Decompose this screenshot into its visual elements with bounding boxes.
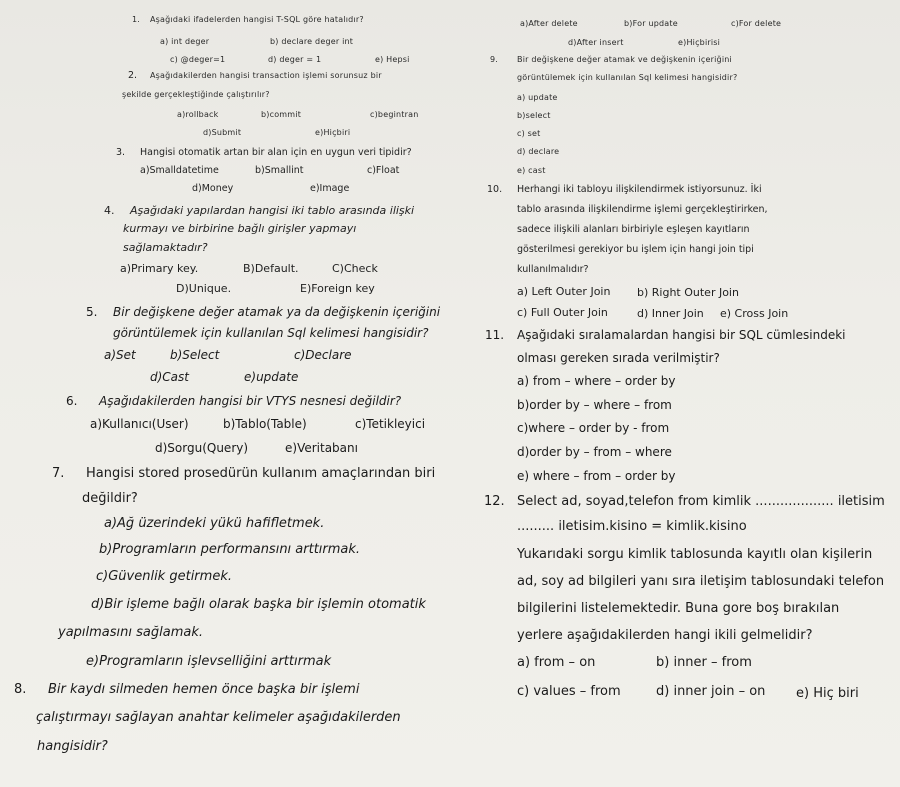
q4-number: 4. (104, 204, 115, 217)
q7-option-e: e)Programların işlevselliğini arttırmak (86, 654, 332, 669)
q8-option-a: a)After delete (520, 19, 578, 28)
q7-option-a: a)Ağ üzerindeki yükü hafifletmek. (104, 516, 325, 531)
q1-option-e: e) Hepsi (375, 55, 410, 64)
q7-option-b: b)Programların performansını arttırmak. (99, 542, 361, 557)
q12-number: 12. (484, 494, 505, 509)
q11-line1: Aşağıdaki sıralamalardan hangisi bir SQL cümlesindeki (517, 328, 846, 342)
q10-option-a: a) Left Outer Join (517, 285, 611, 298)
q5-option-b: b)Select (170, 348, 220, 362)
q9-option-c: c) set (517, 129, 541, 138)
q4-line2: kurmayı ve birbirine bağlı girişler yapmayı (123, 222, 357, 235)
q10-option-e: e) Cross Join (720, 307, 789, 320)
q3-number: 3. (116, 147, 126, 158)
q9-option-d: d) declare (517, 147, 560, 156)
q9-option-b: b)select (517, 111, 551, 120)
q8-option-c: c)For delete (731, 19, 782, 28)
q2-option-c: c)begintran (370, 110, 419, 119)
q12-line4: ad, soy ad bilgileri yanı sıra iletişim tablosundaki telefon (517, 574, 885, 589)
q12-line2: ......... iletisim.kisino = kimlik.kisino (517, 519, 747, 534)
q2-line2: şekilde gerçekleştiğinde çalıştırılır? (122, 90, 270, 99)
q5-option-e: e)update (244, 370, 299, 384)
q12-line3: Yukarıdaki sorgu kimlik tablosunda kayıtlı olan kişilerin (517, 547, 873, 562)
q1-option-a: a) int deger (160, 37, 210, 46)
q10-line4: gösterilmesi gerekiyor bu işlem için hangi join tipi (517, 244, 754, 255)
q3-option-c: c)Float (367, 165, 400, 176)
q9-option-e: e) cast (517, 166, 546, 175)
q8-number: 8. (14, 682, 27, 697)
q7-number: 7. (52, 466, 65, 481)
q11-line2: olması gereken sırada verilmiştir? (517, 351, 720, 365)
q12-option-a: a) from – on (517, 655, 596, 670)
q6-option-e: e)Veritabanı (285, 441, 358, 455)
q4-option-c: C)Check (332, 262, 378, 275)
q9-line2: görüntülemek için kullanılan Sql kelimesi hangisidir? (517, 73, 738, 82)
q12-line1: Select ad, soyad,telefon from kimlik ................... iletisim (517, 494, 885, 509)
q3-option-a: a)Smalldatetime (140, 165, 219, 176)
q2-option-b: b)commit (261, 110, 302, 119)
q11-number: 11. (485, 328, 505, 342)
q5-line2: görüntülemek için kullanılan Sql kelimesi hangisidir? (113, 326, 429, 340)
q6-text: Aşağıdakilerden hangisi bir VTYS nesnesi değildir? (99, 394, 402, 408)
q8-line3: hangisidir? (37, 739, 108, 754)
q2-line1: Aşağıdakilerden hangisi transaction işlemi sorunsuz bir (150, 71, 382, 80)
q7-option-c: c)Güvenlik getirmek. (96, 569, 232, 584)
q9-number: 9. (490, 55, 499, 64)
q9-line1: Bir değişkene değer atamak ve değişkenin içeriğini (517, 55, 732, 64)
q4-option-e: E)Foreign key (300, 282, 375, 295)
q7-option-d-line2: yapılmasını sağlamak. (58, 625, 203, 640)
q10-line1: Herhangi iki tabloyu ilişkilendirmek istiyorsunuz. İki (517, 184, 762, 195)
q8-option-b: b)For update (624, 19, 678, 28)
q7-line2: değildir? (82, 491, 138, 506)
q12-option-c: c) values – from (517, 684, 621, 699)
q5-option-c: c)Declare (294, 348, 352, 362)
q10-line5: kullanılmalıdır? (517, 264, 589, 275)
q10-option-b: b) Right Outer Join (637, 286, 739, 299)
q12-option-d: d) inner join – on (656, 684, 766, 699)
q9-option-a: a) update (517, 93, 558, 102)
q10-line2: tablo arasında ilişkilendirme işlemi gerçekleştirirken, (517, 204, 768, 215)
q4-line1: Aşağıdaki yapılardan hangisi iki tablo arasında ilişki (130, 204, 415, 217)
q11-option-d: d)order by – from – where (517, 445, 672, 459)
q2-option-a: a)rollback (177, 110, 219, 119)
q4-option-a: a)Primary key. (120, 262, 199, 275)
q8-line1: Bir kaydı silmeden hemen önce başka bir işlemi (48, 682, 360, 697)
q6-option-d: d)Sorgu(Query) (155, 441, 249, 455)
q1-option-d: d) deger = 1 (268, 55, 322, 64)
q5-number: 5. (86, 305, 98, 319)
q12-option-b: b) inner – from (656, 655, 752, 670)
q3-option-e: e)Image (310, 183, 350, 194)
q12-line6: yerlere aşağıdakilerden hangi ikili gelmelidir? (517, 628, 813, 643)
q8-line2: çalıştırmayı sağlayan anahtar kelimeler aşağıdakilerden (36, 710, 401, 725)
q1-option-b: b) declare deger int (270, 37, 354, 46)
q11-option-b: b)order by – where – from (517, 398, 672, 412)
q6-option-c: c)Tetikleyici (355, 417, 426, 431)
q5-option-d: d)Cast (150, 370, 189, 384)
q10-option-c: c) Full Outer Join (517, 306, 608, 319)
q1-option-c: c) @deger=1 (170, 55, 226, 64)
q1-number: 1. (132, 15, 141, 24)
q12-option-e: e) Hiç biri (796, 686, 859, 701)
q11-option-c: c)where – order by - from (517, 421, 670, 435)
q4-option-d: D)Unique. (176, 282, 232, 295)
q2-number: 2. (128, 70, 138, 81)
q6-number: 6. (66, 394, 78, 408)
q8-option-d: d)After insert (568, 38, 624, 47)
q3-option-d: d)Money (192, 183, 234, 194)
q2-option-e: e)Hiçbiri (315, 128, 351, 137)
q3-option-b: b)Smallint (255, 165, 304, 176)
q1-text: Aşağıdaki ifadelerden hangisi T-SQL göre hatalıdır? (150, 15, 364, 24)
q6-option-b: b)Tablo(Table) (223, 417, 307, 431)
q11-option-a: a) from – where – order by (517, 374, 676, 388)
q4-line3: sağlamaktadır? (123, 241, 208, 254)
q3-text: Hangisi otomatik artan bir alan için en uygun veri tipidir? (140, 147, 412, 158)
q11-option-e: e) where – from – order by (517, 469, 676, 483)
q10-option-d: d) Inner Join (637, 307, 704, 320)
q10-number: 10. (487, 184, 503, 195)
q10-line3: sadece ilişkili alanları birbiriyle eşleşen kayıtların (517, 224, 750, 235)
q7-line1: Hangisi stored prosedürün kullanım amaçlarından biri (86, 466, 436, 481)
q5-line1: Bir değişkene değer atamak ya da değişkenin içeriğini (113, 305, 441, 319)
q6-option-a: a)Kullanıcı(User) (90, 417, 189, 431)
q4-option-b: B)Default. (243, 262, 299, 275)
q2-option-d: d)Submit (203, 128, 242, 137)
q5-option-a: a)Set (104, 348, 136, 362)
q7-option-d-line1: d)Bir işleme bağlı olarak başka bir işlemin otomatik (91, 597, 426, 612)
q12-line5: bilgilerini listelemektedir. Buna gore boş bırakılan (517, 601, 840, 616)
q8-option-e: e)Hiçbirisi (678, 38, 721, 47)
